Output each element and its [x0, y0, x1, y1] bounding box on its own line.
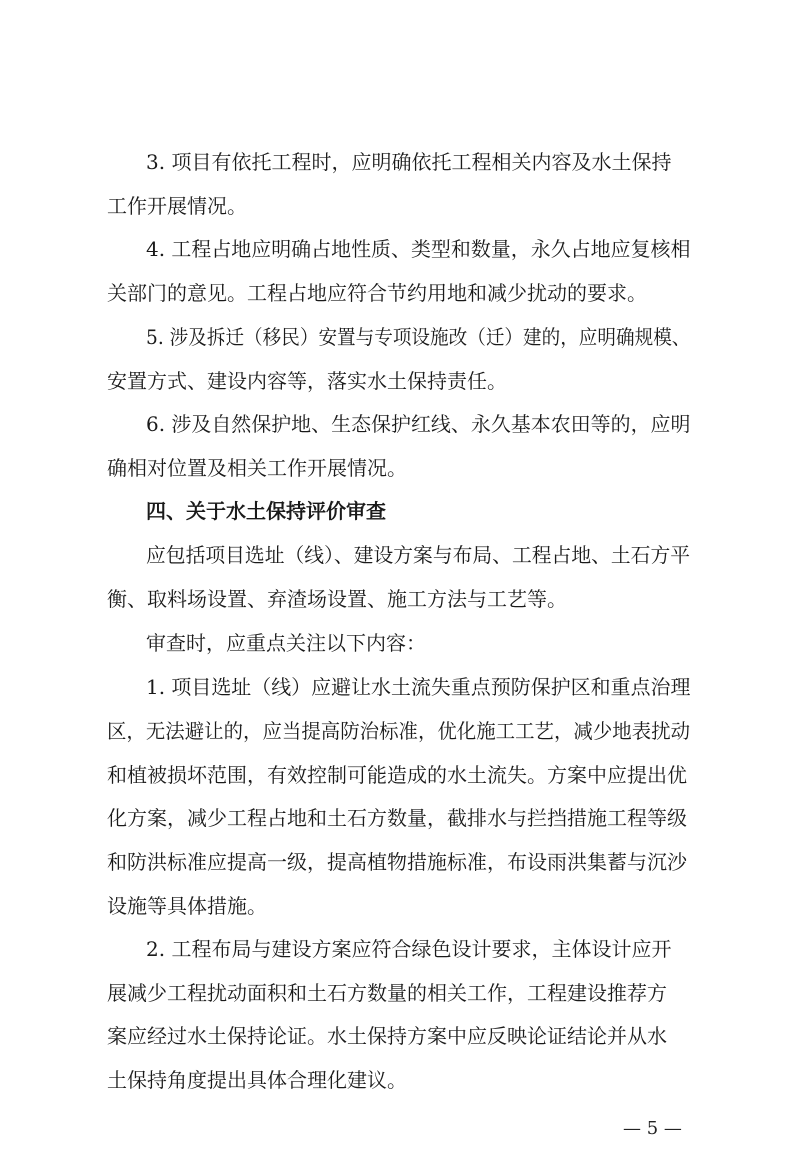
item-1-line-5: 和防洪标准应提高一级，提高植物措施标准，布设雨洪集蓄与沉沙 [107, 850, 687, 874]
item-2-line-1: 2. 工程布局与建设方案应符合绿色设计要求，主体设计应开 [146, 937, 672, 961]
page-number: — 5 — [623, 1118, 682, 1139]
paragraph-4-line-1: 4. 工程占地应明确占地性质、类型和数量，永久占地应复核相 [146, 237, 691, 261]
paragraph-6-line-1: 6. 涉及自然保护地、生态保护红线、永久基本农田等的，应明 [146, 412, 691, 436]
item-1-line-4: 化方案，减少工程占地和土石方数量，截排水与拦挡措施工程等级 [107, 806, 687, 830]
paragraph-3-line-1: 3. 项目有依托工程时，应明确依托工程相关内容及水土保持 [146, 150, 672, 174]
paragraph-6-line-2: 确相对位置及相关工作开展情况。 [107, 456, 407, 480]
item-1-line-1: 1. 项目选址（线）应避让水土流失重点预防保护区和重点治理 [146, 675, 691, 699]
intro-line-2: 衡、取料场设置、弃渣场设置、施工方法与工艺等。 [107, 587, 567, 611]
intro-line-1: 应包括项目选址（线）、建设方案与布局、工程占地、土石方平 [146, 543, 691, 567]
item-2-line-3: 案应经过水土保持论证。水土保持方案中应反映论证结论并从水 [107, 1024, 667, 1048]
paragraph-4-line-2: 关部门的意见。工程占地应符合节约用地和减少扰动的要求。 [107, 281, 647, 305]
section-heading: 四、关于水土保持评价审查 [146, 499, 386, 523]
paragraph-5-line-2: 安置方式、建设内容等，落实水土保持责任。 [107, 369, 507, 393]
review-focus-line: 审查时，应重点关注以下内容： [146, 631, 426, 655]
paragraph-5-line-1: 5. 涉及拆迁（移民）安置与专项设施改（迁）建的，应明确规模、 [146, 325, 691, 349]
item-2-line-4: 土保持角度提出具体合理化建议。 [107, 1068, 407, 1092]
item-1-line-2: 区，无法避让的，应当提高防治标准，优化施工工艺，减少地表扰动 [107, 719, 691, 743]
item-2-line-2: 展减少工程扰动面积和土石方数量的相关工作，工程建设推荐方 [107, 981, 667, 1005]
paragraph-3-line-2: 工作开展情况。 [107, 194, 247, 218]
item-1-line-6: 设施等具体措施。 [107, 894, 267, 918]
item-1-line-3: 和植被损坏范围，有效控制可能造成的水土流失。方案中应提出优 [107, 763, 687, 787]
